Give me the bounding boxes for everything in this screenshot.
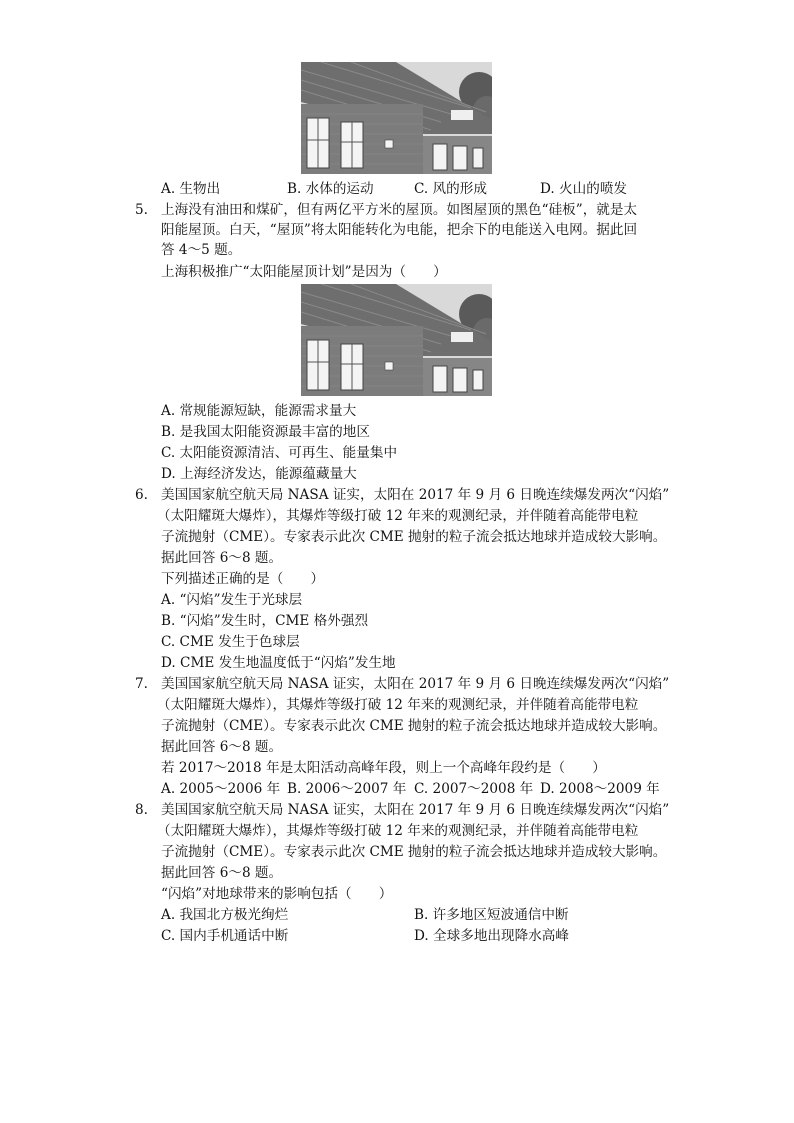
q8-stem-line: 据此回答 6～8 题。	[161, 865, 283, 881]
house-photo-1	[301, 62, 492, 174]
q7-stem-line: （太阳耀斑大爆炸），其爆炸等级打破 12 年来的观测纪录，并伴随着高能带电粒	[157, 697, 639, 713]
q7-option-d: D. 2008～2009 年	[540, 781, 660, 797]
q8-option-a: A. 我国北方极光绚烂	[161, 907, 289, 923]
q8-number: 8.	[135, 802, 148, 818]
q7-option-c: C. 2007～2008 年	[414, 781, 534, 797]
q6-option-a: A. “闪焰”发生于光球层	[161, 592, 303, 608]
q8-stem-line: 美国国家航空航天局 NASA 证实，太阳在 2017 年 9 月 6 日晚连续爆发两次“闪焰”	[161, 802, 670, 818]
q5-option-b: B. 是我国太阳能资源最丰富的地区	[161, 424, 370, 440]
q8-stem-line: 子流抛射（CME）。专家表示此次 CME 抛射的粒子流会抵达地球并造成较大影响。	[161, 844, 667, 860]
solar-roof-house-image	[301, 284, 492, 396]
q5-option-c: C. 太阳能资源清洁、可再生、能量集中	[161, 445, 398, 461]
q7-number: 7.	[135, 676, 148, 692]
q5-stem-line: 阳能屋顶。白天，“屋顶”将太阳能转化为电能，把余下的电能送入电网。据此回	[161, 222, 638, 238]
q8-option-c: C. 国内手机通话中断	[161, 928, 289, 944]
q5-option-d: D. 上海经济发达，能源蕴藏量大	[161, 466, 357, 482]
q6-stem-line: 子流抛射（CME）。专家表示此次 CME 抛射的粒子流会抵达地球并造成较大影响。	[161, 529, 667, 545]
solar-roof-house-image	[301, 62, 492, 174]
q5-option-a: A. 常规能源短缺，能源需求量大	[161, 403, 357, 419]
q7-option-b: B. 2006～2007 年	[287, 781, 407, 797]
q4-option-a: A. 生物出	[161, 181, 221, 197]
q6-option-b: B. “闪焰”发生时，CME 格外强烈	[161, 613, 369, 629]
q5-stem-line: 答 4～5 题。	[161, 242, 242, 258]
q6-option-d: D. CME 发生地温度低于“闪焰”发生地	[161, 655, 396, 671]
q5-stem-line: 上海没有油田和煤矿，但有两亿平方米的屋顶。如图屋顶的黑色“硅板”，就是太	[161, 202, 638, 218]
q4-option-b: B. 水体的运动	[287, 181, 374, 197]
q6-option-c: C. CME 发生于色球层	[161, 634, 300, 650]
q5-number: 5.	[135, 202, 148, 218]
q8-question: “闪焰”对地球带来的影响包括（ ）	[161, 886, 393, 902]
q6-question: 下列描述正确的是（ ）	[161, 571, 325, 587]
q7-question: 若 2017～2018 年是太阳活动高峰年段，则上一个高峰年段约是（ ）	[161, 760, 606, 776]
q5-question: 上海积极推广“太阳能屋顶计划”是因为（ ）	[161, 264, 447, 280]
q6-stem-line: （太阳耀斑大爆炸），其爆炸等级打破 12 年来的观测纪录，并伴随着高能带电粒	[157, 508, 639, 524]
house-photo-2	[301, 284, 492, 396]
q6-stem-line: 美国国家航空航天局 NASA 证实，太阳在 2017 年 9 月 6 日晚连续爆发两次“闪焰”	[161, 487, 670, 503]
q4-option-d: D. 火山的喷发	[540, 181, 628, 197]
q6-stem-line: 据此回答 6～8 题。	[161, 550, 283, 566]
q7-option-a: A. 2005～2006 年	[161, 781, 281, 797]
q7-stem-line: 据此回答 6～8 题。	[161, 739, 283, 755]
q8-option-d: D. 全球多地出现降水高峰	[414, 928, 569, 944]
q6-number: 6.	[135, 487, 148, 503]
q8-option-b: B. 许多地区短波通信中断	[414, 907, 569, 923]
q8-stem-line: （太阳耀斑大爆炸），其爆炸等级打破 12 年来的观测纪录，并伴随着高能带电粒	[157, 823, 639, 839]
q4-option-c: C. 风的形成	[414, 181, 487, 197]
q7-stem-line: 子流抛射（CME）。专家表示此次 CME 抛射的粒子流会抵达地球并造成较大影响。	[161, 718, 667, 734]
q7-stem-line: 美国国家航空航天局 NASA 证实，太阳在 2017 年 9 月 6 日晚连续爆发两次“闪焰”	[161, 676, 670, 692]
